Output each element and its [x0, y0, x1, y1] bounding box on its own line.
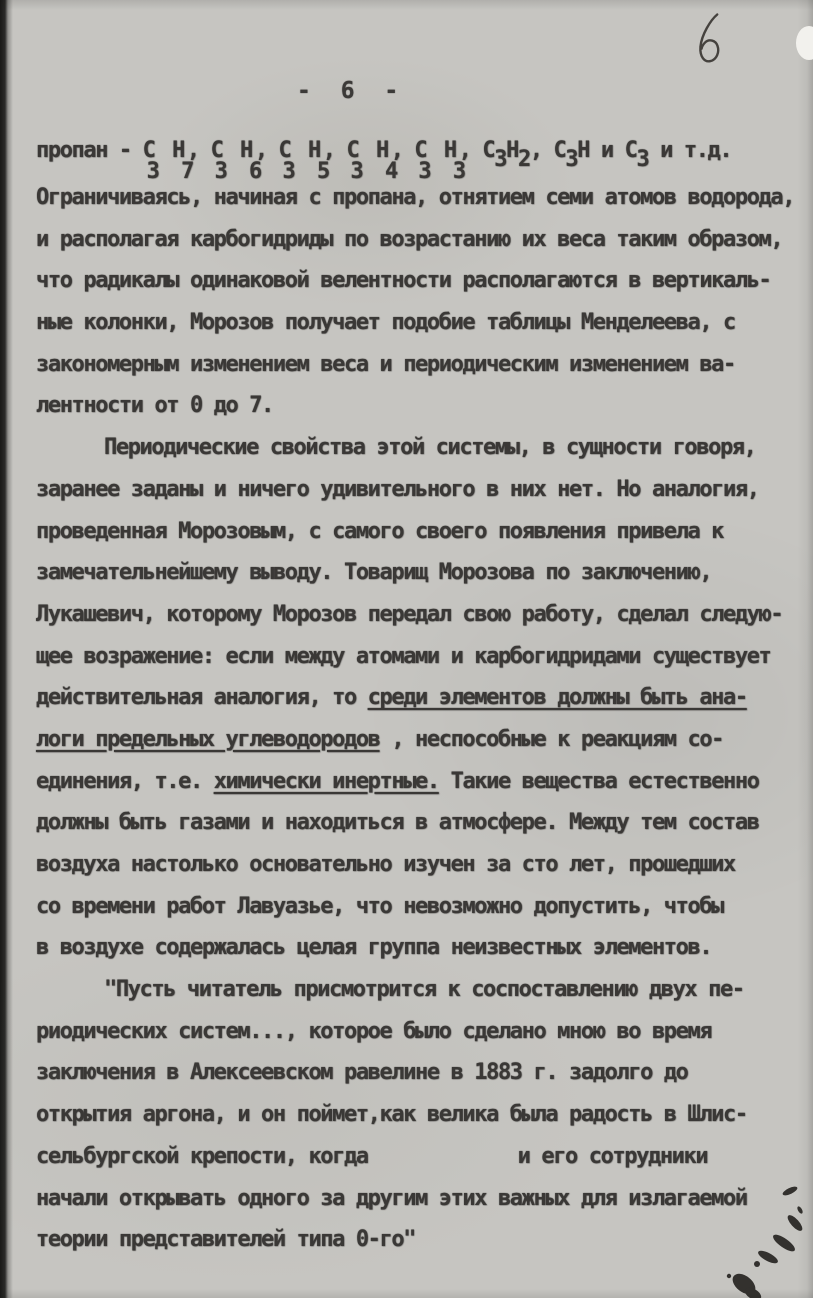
text-line: [36, 185, 795, 227]
formula-separator: ,: [390, 138, 415, 163]
formula-pair-subscript: 3 4: [350, 159, 403, 184]
formula-text: и т.д.: [648, 138, 732, 163]
scan-notch: [796, 26, 813, 60]
formula-separator: ,: [186, 138, 211, 163]
text-segment: замечательнейшему выводу. Товарищ Морозова по заключению,: [36, 560, 712, 586]
formula-text: Н: [506, 138, 518, 163]
text-segment: и его сотрудники: [517, 1143, 708, 1169]
text-line: [36, 435, 784, 477]
formula-pair-subscript: 3 3: [418, 159, 471, 184]
text-line: [36, 477, 784, 519]
handwritten-page-number: [692, 11, 730, 69]
text-segment: химически инертные.: [213, 768, 439, 794]
formula-line: [36, 138, 784, 185]
formula-separator: ,: [254, 138, 279, 163]
text-segment: должны быть газами и находиться в атмосфере. Между тем состав: [36, 810, 759, 836]
text-segment: заранее заданы и ничего удивительного в них нет. Но аналогия,: [36, 476, 759, 502]
text-segment: Периодические свойства этой системы, в сущности говоря,: [104, 435, 756, 461]
text-segment: ные колонки, Морозов получает подобие таблицы Менделеева, с: [36, 310, 735, 336]
formula-pair: [142, 138, 199, 184]
text-segment: риодических систем..., которое было сделано мною во время: [36, 1018, 712, 1044]
text-segment: проведенная Морозовым, с самого своего появления привела к: [36, 518, 724, 544]
text-segment: заключения в Алексеевском равелине в 1883 г. задолго до: [36, 1060, 688, 1086]
text-segment: открытия аргона, и он поймет,как велика была радость в Шлис-: [36, 1102, 747, 1128]
formula-subscript: 2: [517, 147, 530, 172]
text-line: [36, 352, 784, 394]
text-line: [36, 310, 784, 352]
formula-pair-subscript: 3 7: [146, 159, 199, 184]
text-line: [36, 644, 784, 686]
formula-pair: [414, 138, 471, 184]
formula-pair-subscript: 3 6: [214, 159, 267, 184]
formula-pair-subscript: 3 5: [282, 159, 335, 184]
text-line: [36, 227, 784, 269]
text-line: [36, 560, 784, 602]
text-segment: начали открывать одного за другим этих важных для излагаемой: [36, 1185, 747, 1211]
text-segment: действительная аналогия, то: [36, 685, 368, 711]
formula-text: С: [553, 138, 566, 163]
text-line: [36, 1060, 784, 1102]
document-text: [36, 138, 795, 1269]
text-line: [36, 894, 784, 936]
formula-pair-main: С Н: [142, 138, 187, 163]
text-line: [36, 769, 784, 811]
text-segment: что радикалы одинаковой велентности располагаются в вертикаль-: [36, 268, 771, 294]
text-line: [36, 1227, 784, 1269]
text-segment: сельбургской крепости, когда: [36, 1143, 368, 1169]
text-line: [36, 1186, 784, 1228]
text-segment: в воздухе содержалась целая группа неизвестных элементов.: [36, 935, 712, 961]
formula-text: ,: [529, 138, 554, 163]
formula-pair: [278, 138, 335, 184]
text-segment: теории представителей типа 0-го": [36, 1227, 416, 1253]
text-line: [36, 393, 784, 435]
text-segment: воздуха настолько основательно изучен за сто лет, прошедших: [36, 852, 735, 877]
text-segment: и располагая карбогидриды по возрастанию их веса таким образом,: [36, 226, 783, 252]
formula-pair: [346, 138, 403, 184]
text-line: [36, 810, 784, 852]
formula-pair-main: С Н: [414, 138, 459, 163]
formula-text: С: [482, 138, 495, 163]
text-segment: среди элементов должны быть ана-: [367, 685, 747, 711]
text-line: [36, 268, 784, 310]
formula-pair-main: С Н: [210, 138, 255, 163]
text-segment: со времени работ Лавуазье, что невозможно допустить, чтобы: [36, 893, 724, 919]
text-segment: лентности от 0 до 7.: [36, 393, 273, 419]
formula-subscript: 3: [494, 147, 507, 172]
text-line: [36, 1144, 784, 1186]
formula-subscript: 3: [636, 147, 649, 172]
text-line: [36, 727, 784, 769]
text-line: [36, 935, 784, 977]
formula-separator: ,: [322, 138, 347, 163]
formula-pair: [210, 138, 267, 184]
text-segment: , неспособные к реакциям со-: [379, 726, 724, 752]
body-lines: [36, 185, 795, 1269]
handwritten-six-icon: [692, 11, 730, 69]
text-line: [36, 1019, 784, 1061]
text-segment: закономерным изменением веса и периодическим изменением ва-: [36, 351, 735, 377]
text-line: [36, 977, 784, 1019]
text-line: [36, 1102, 784, 1144]
formula-pair-main: С Н: [278, 138, 323, 163]
text-line: [36, 602, 784, 644]
page-number: - 6 -: [297, 78, 400, 104]
text-segment: Ограничиваясь, начиная с пропана, отнятием семи атомов водорода,: [36, 185, 795, 210]
text-line: [36, 852, 784, 894]
text-segment: логи предельных углеводородов: [36, 726, 380, 752]
formula-subscript: 3: [565, 147, 578, 172]
text-line: [36, 685, 784, 727]
formula-text: Н и С: [577, 138, 637, 163]
text-segment: Такие вещества естественно: [438, 768, 759, 794]
text-segment: единения, т.е.: [36, 768, 214, 794]
formula-pair-main: С Н: [346, 138, 391, 163]
text-segment: Лукашевич, которому Морозов передал свою работу, сделал следую-: [36, 601, 783, 627]
formula-separator: ,: [458, 138, 483, 163]
text-line: [36, 519, 784, 561]
text-segment: щее возражение: если между атомами и карбогидридами существует: [36, 643, 771, 669]
formula-prefix: пропан -: [36, 138, 143, 163]
text-segment: "Пусть читатель присмотрится к соспоставлению двух пе-: [104, 977, 744, 1003]
